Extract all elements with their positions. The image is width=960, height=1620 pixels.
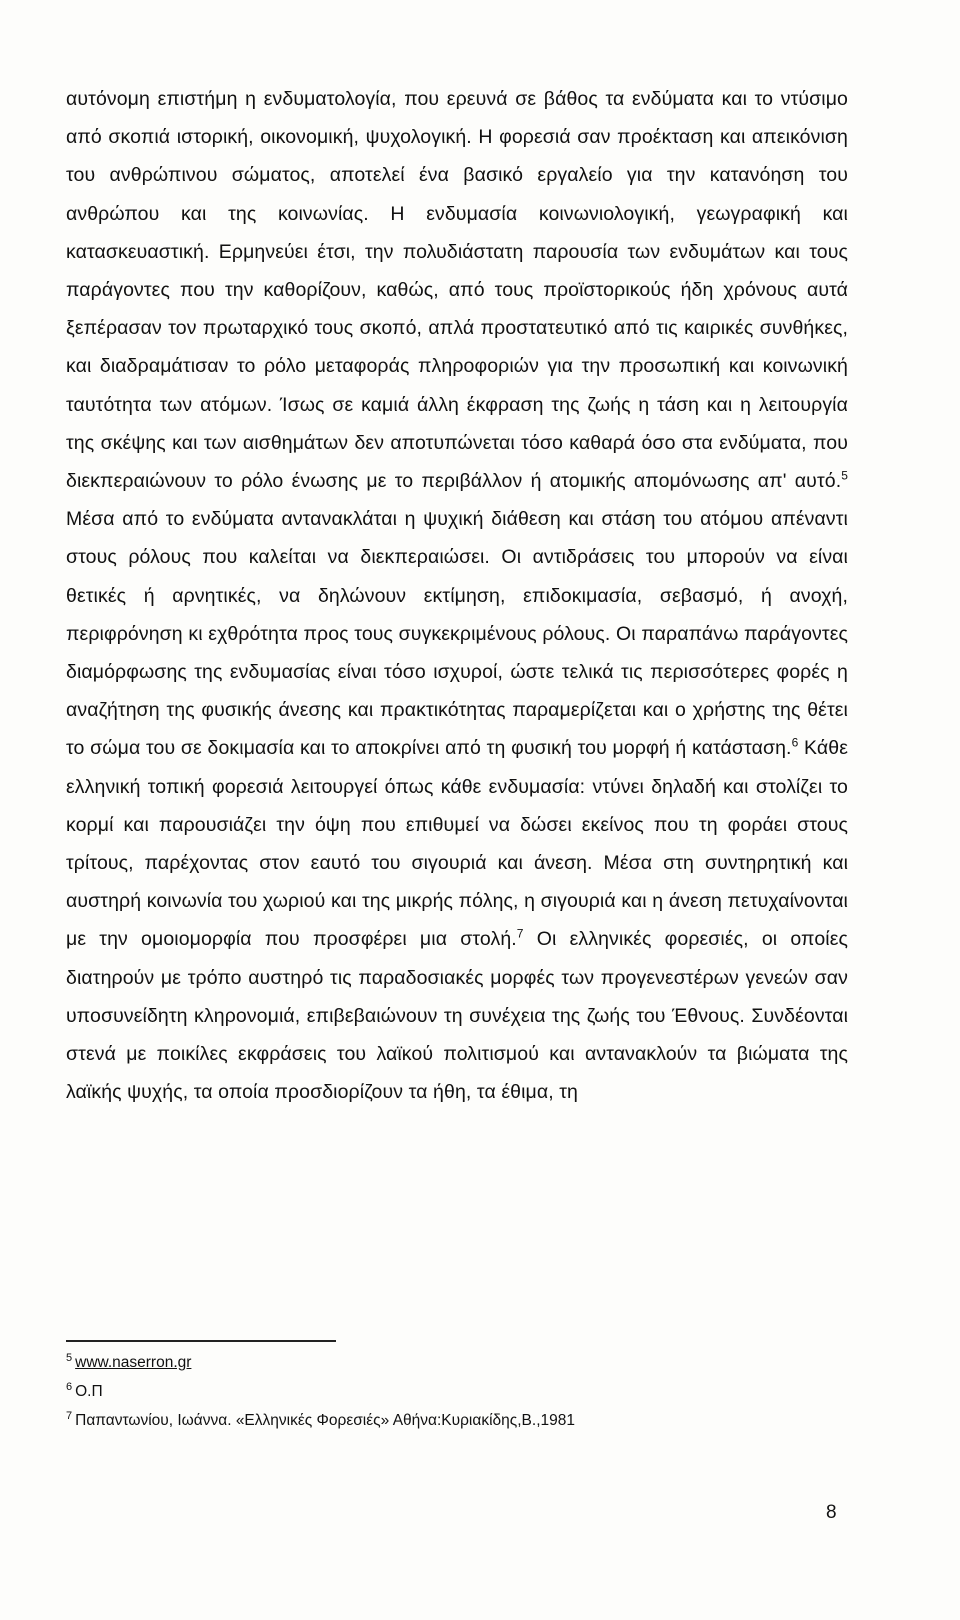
footnote-ref-7[interactable]: 7: [516, 926, 524, 941]
body-paragraph: [66, 80, 848, 1111]
body-text-part-2: Μέσα από το ενδύματα αντανακλάται η ψυχική διάθεση και στάση του ατόμου απέναντι στους ρόλους που καλείται να διεκπεραιώσει. Οι αντιδράσεις του μπορούν να είναι θετικές ή αρνητικές, να δηλώνουν εκτίμηση, επιδοκιμασία, σεβασμό, ή ανοχή, περιφρόνηση κι εχθρότητα προς τους συγκεκριμένους ρόλους. Οι παραπάνω παράγοντες διαμόρφωσης της ενδυμασίας είναι τόσο ισχυροί, ώστε τελικά τις περισσότερες φορές η αναζήτηση της φυσικής άνεσης και πρακτικότητας παραμερίζεται και ο χρήστης της θέτει το σώμα του σε δοκιμασία και το αποκρίνει από τη φυσική του μορφή ή κατάσταση.: [66, 508, 848, 760]
footnote-item: [66, 1346, 575, 1375]
footnote-item: [66, 1375, 575, 1404]
footnote-link[interactable]: www.naserron.gr: [75, 1354, 192, 1372]
footnote-separator: [66, 1340, 336, 1342]
footnote-number: 7: [66, 1410, 73, 1423]
footnote-ref-5[interactable]: 5: [841, 468, 848, 483]
footnote-text: Παπαντωνίου, Ιωάννα. «Ελληνικές Φορεσιές» Αθήνα:Κυριακίδης,Β.,1981: [75, 1412, 575, 1430]
body-text-part-1: αυτόνομη επιστήμη η ενδυματολογία, που ερευνά σε βάθος τα ενδύματα και το ντύσιμο από σκοπιά ιστορική, οικονομική, ψυχολογική. Η φορεσιά σαν προέκταση και απεικόνιση του ανθρώπινου σώματος, αποτελεί ένα βασικό εργαλείο για την κατανόηση του ανθρώπου και της κοινωνίας. Η ενδυμασία κοινωνιολογική, γεωγραφική και κατασκευαστική. Ερμηνεύει έτσι, την πολυδιάστατη παρουσία των ενδυμάτων και τους παράγοντες που την καθορίζουν, καθώς, από τους προϊστορικούς ήδη χρόνους αυτά ξεπέρασαν τον πρωταρχικό τους σκοπό, απλά προστατευτικό από τις καιρικές συνθήκες, και διαδραμάτισαν το ρόλο μεταφοράς πληροφοριών για την προσωπική και κοινωνική ταυτότητα των ατόμων. Ίσως σε καμιά άλλη έκφραση της ζωής η τάση και η λειτουργία της σκέψης και των αισθημάτων δεν αποτυπώνεται τόσο καθαρά όσο στα ενδύματα, που διεκπεραιώνουν το ρόλο ένωσης με το περιβάλλον ή ατομικής απομόνωσης απ' αυτό.: [66, 88, 848, 493]
footnotes-list: [66, 1346, 575, 1433]
body-text-part-4: Οι ελληνικές φορεσιές, οι οποίες διατηρούν με τρόπο αυστηρό τις παραδοσιακές μορφές των προγενεστέρων γενεών σαν υποσυνείδητη κληρονομιά, επιβεβαιώνουν τη συνέχεια της ζωής του Έθνους. Συνδέονται στενά με ποικίλες εκφράσεις του λαϊκού πολιτισμού και αντανακλούν τα βιώματα της λαϊκής ψυχής, τα οποία προσδιορίζουν τα ήθη, τα έθιμα, τη: [66, 928, 848, 1104]
footnote-item: [66, 1404, 575, 1433]
body-text-part-3: Κάθε ελληνική τοπική φορεσιά λειτουργεί όπως κάθε ενδυμασία: ντύνει δηλαδή και στολίζει το κορμί και παρουσιάζει την όψη που επιθυμεί να δώσει εκείνος που τη φοράει στους τρίτους, παρέχοντας στον εαυτό του σιγουριά και άνεση. Μέσα στη συντηρητική και αυστηρή κοινωνία του χωριού και της μικρής πόλης, η σιγουριά και η άνεση πετυχαίνονται με την ομοιομορφία που προσφέρει μια στολή.: [66, 737, 849, 951]
page-number: 8: [826, 1502, 837, 1523]
footnote-text: Ο.Π: [75, 1383, 103, 1401]
footnote-number: 5: [66, 1352, 73, 1364]
footnote-ref-6[interactable]: 6: [791, 735, 799, 750]
footnote-number: 6: [66, 1381, 73, 1394]
